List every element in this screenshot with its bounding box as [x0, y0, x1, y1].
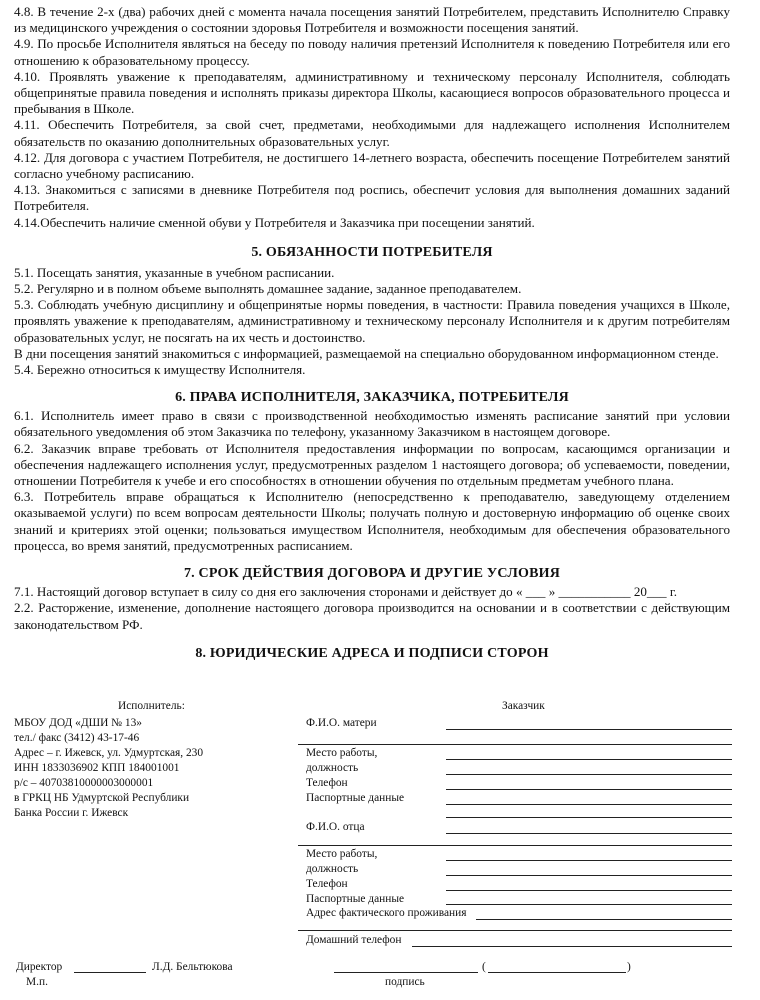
- home-phone-label: Домашний телефон: [306, 934, 402, 946]
- customer-signature-line[interactable]: [334, 972, 478, 973]
- executor-bank: в ГРКЦ НБ Удмуртской Республики: [14, 792, 190, 804]
- paren-close: ): [627, 961, 631, 973]
- mother-passport-field[interactable]: [446, 804, 732, 805]
- mother-workplace-label: Место работы,: [306, 747, 378, 759]
- mother-name-field[interactable]: [446, 729, 732, 730]
- executor-inn: ИНН 1833036902 КПП 184001001: [14, 762, 180, 774]
- address-label: Адрес фактического проживания: [306, 907, 467, 919]
- mother-name-label: Ф.И.О. матери: [306, 717, 377, 729]
- address-field[interactable]: [476, 919, 732, 920]
- father-workplace-label: Место работы,: [306, 848, 378, 860]
- section5-title: 5. ОБЯЗАННОСТИ ПОТРЕБИТЕЛЯ: [251, 244, 493, 260]
- father-phone-field[interactable]: [446, 890, 732, 891]
- paragraph-5-3-note: В дни посещения занятий знакомиться с информацией, размещаемой на специально оборудованном информационном стенде.: [14, 345, 719, 361]
- section7-title: 7. СРОК ДЕЙСТВИЯ ДОГОВОРА И ДРУГИЕ УСЛОВИЯ: [183, 566, 561, 582]
- paragraph-6-1: 6.1. Исполнитель имеет право в связи с производственной необходимостью изменять расписание занятий при условии обязательного уведомления об этом Заказчика по телефону, указанному Заказчиком в настоящем договоре.: [14, 408, 730, 440]
- father-position-label: должность: [306, 863, 359, 875]
- customer-name-line[interactable]: [488, 972, 626, 973]
- father-passport-field[interactable]: [446, 904, 732, 905]
- paragraph-7-1: 7.1. Настоящий договор вступает в силу со дня его заключения сторонами и действует до « ___ » ___________ 20___ г.: [14, 584, 678, 600]
- father-name-label: Ф.И.О. отца: [306, 821, 365, 833]
- mother-position-field[interactable]: [446, 774, 732, 775]
- paragraph-5-4: 5.4. Бережно относиться к имуществу Исполнителя.: [14, 362, 306, 378]
- paragraph-4-8: 4.8. В течение 2-х (два) рабочих дней с момента начала посещения занятий Потребителем, представить Исполнителю Справку из медицинского учреждения о состоянии здоровья Потребителя и возможности посещения занятий.: [14, 4, 730, 36]
- father-phone-label: Телефон: [306, 878, 348, 890]
- paragraph-4-9: 4.9. По просьбе Исполнителя являться на беседу по поводу наличия претензий Исполнителя к поведению Потребителя или его отношению к образовательному процессу.: [14, 36, 730, 68]
- paragraph-4-14: 4.14.Обеспечить наличие сменной обуви у Потребителя и Заказчика при посещении занятий.: [14, 214, 535, 230]
- director-name: Л.Д. Бельтюкова: [152, 961, 233, 973]
- paragraph-6-3: 6.3. Потребитель вправе обращаться к Исполнителю (непосредственно к преподавателю, заведующему отделением оказываемой услуги) по всем вопросам деятельности Школы; получать полную и достоверную информацию об оценке своих знаний и критериях этой оценки; пользоваться имуществом Исполнителя, необходимым для обеспечения образовательного процесса, во время занятий, предусмотренных расписанием.: [14, 489, 730, 553]
- signature-label: подпись: [385, 976, 425, 988]
- director-label: Директор: [16, 961, 63, 973]
- father-position-field[interactable]: [446, 875, 732, 876]
- executor-address: Адрес – г. Ижевск, ул. Удмуртская, 230: [14, 747, 204, 759]
- executor-heading: Исполнитель:: [118, 700, 185, 712]
- mother-name-field-2[interactable]: [298, 744, 732, 745]
- paragraph-6-2: 6.2. Заказчик вправе требовать от Исполнителя предоставления информации по вопросам, касающимся организации и обеспечения надлежащего исполнения услуг, предусмотренных разделом 1 настоящего договора; об успеваемости, поведении, отношении Потребителя к учебе и его способностях в отношении обучения по отдельным предметам учебного плана.: [14, 440, 730, 489]
- executor-bank-city: Банка России г. Ижевск: [14, 807, 129, 819]
- paragraph-4-11: 4.11. Обеспечить Потребителя, за свой счет, предметами, необходимыми для надлежащего исполнения Исполнителем обязательств по оказанию дополнительных образовательных услуг.: [14, 117, 730, 149]
- home-phone-field[interactable]: [412, 946, 732, 947]
- paragraph-5-3: 5.3. Соблюдать учебную дисциплину и общепринятые нормы поведения, в частности: Правила поведения учащихся в Школе, проявлять уважение к преподавателям, административному и техническому персоналу Исполнителя и к другим потребителям образовательных услуг, не посягать на их честь и достоинство.: [14, 297, 730, 345]
- mother-passport-field-2[interactable]: [446, 817, 732, 818]
- section8-title: 8. ЮРИДИЧЕСКИЕ АДРЕСА И ПОДПИСИ СТОРОН: [195, 645, 549, 661]
- paragraph-4-10: 4.10. Проявлять уважение к преподавателям, административному и техническому персоналу Исполнителя, соблюдать общепринятые правила поведения и исполнять приказы директора Школы, касающиеся вопросов образовательного процесса и пребывания в Школе.: [14, 68, 730, 117]
- mother-phone-label: Телефон: [306, 777, 348, 789]
- paren-open: (: [482, 961, 486, 973]
- mother-position-label: должность: [306, 762, 359, 774]
- father-passport-label: Паспортные данные: [306, 893, 405, 905]
- seal-label: М.п.: [26, 976, 48, 988]
- father-workplace-field[interactable]: [446, 860, 732, 861]
- father-name-field[interactable]: [446, 833, 732, 834]
- paragraph-5-2: 5.2. Регулярно и в полном объеме выполнять домашнее задание, заданное преподавателем.: [14, 281, 522, 297]
- section6-title: 6. ПРАВА ИСПОЛНИТЕЛЯ, ЗАКАЗЧИКА, ПОТРЕБИТЕЛЯ: [175, 390, 569, 406]
- executor-phone: тел./ факс (3412) 43-17-46: [14, 732, 140, 744]
- paragraph-5-1: 5.1. Посещать занятия, указанные в учебном расписании.: [14, 264, 335, 280]
- paragraph-4-13: 4.13. Знакомиться с записями в дневнике Потребителя под роспись, обеспечит условия для выполнения домашних заданий Потребителя.: [14, 182, 730, 214]
- paragraph-4-12: 4.12. Для договора с участием Потребителя, не достигшего 14-летнего возраста, обеспечить посещение Потребителем занятий согласно учебному расписанию.: [14, 149, 730, 182]
- executor-org: МБОУ ДОД «ДШИ № 13»: [14, 717, 142, 729]
- customer-heading: Заказчик: [502, 700, 545, 712]
- mother-phone-field[interactable]: [446, 789, 732, 790]
- mother-passport-label: Паспортные данные: [306, 792, 405, 804]
- paragraph-7-2: 2.2. Расторжение, изменение, дополнение настоящего договора производится на основании и в соответствии с действующим законодательством РФ.: [14, 600, 730, 632]
- father-name-field-2[interactable]: [298, 845, 732, 846]
- address-field-2[interactable]: [298, 930, 732, 931]
- executor-account: р/с – 40703810000003000001: [14, 777, 154, 789]
- mother-workplace-field[interactable]: [446, 759, 732, 760]
- director-signature-line[interactable]: [74, 972, 146, 973]
